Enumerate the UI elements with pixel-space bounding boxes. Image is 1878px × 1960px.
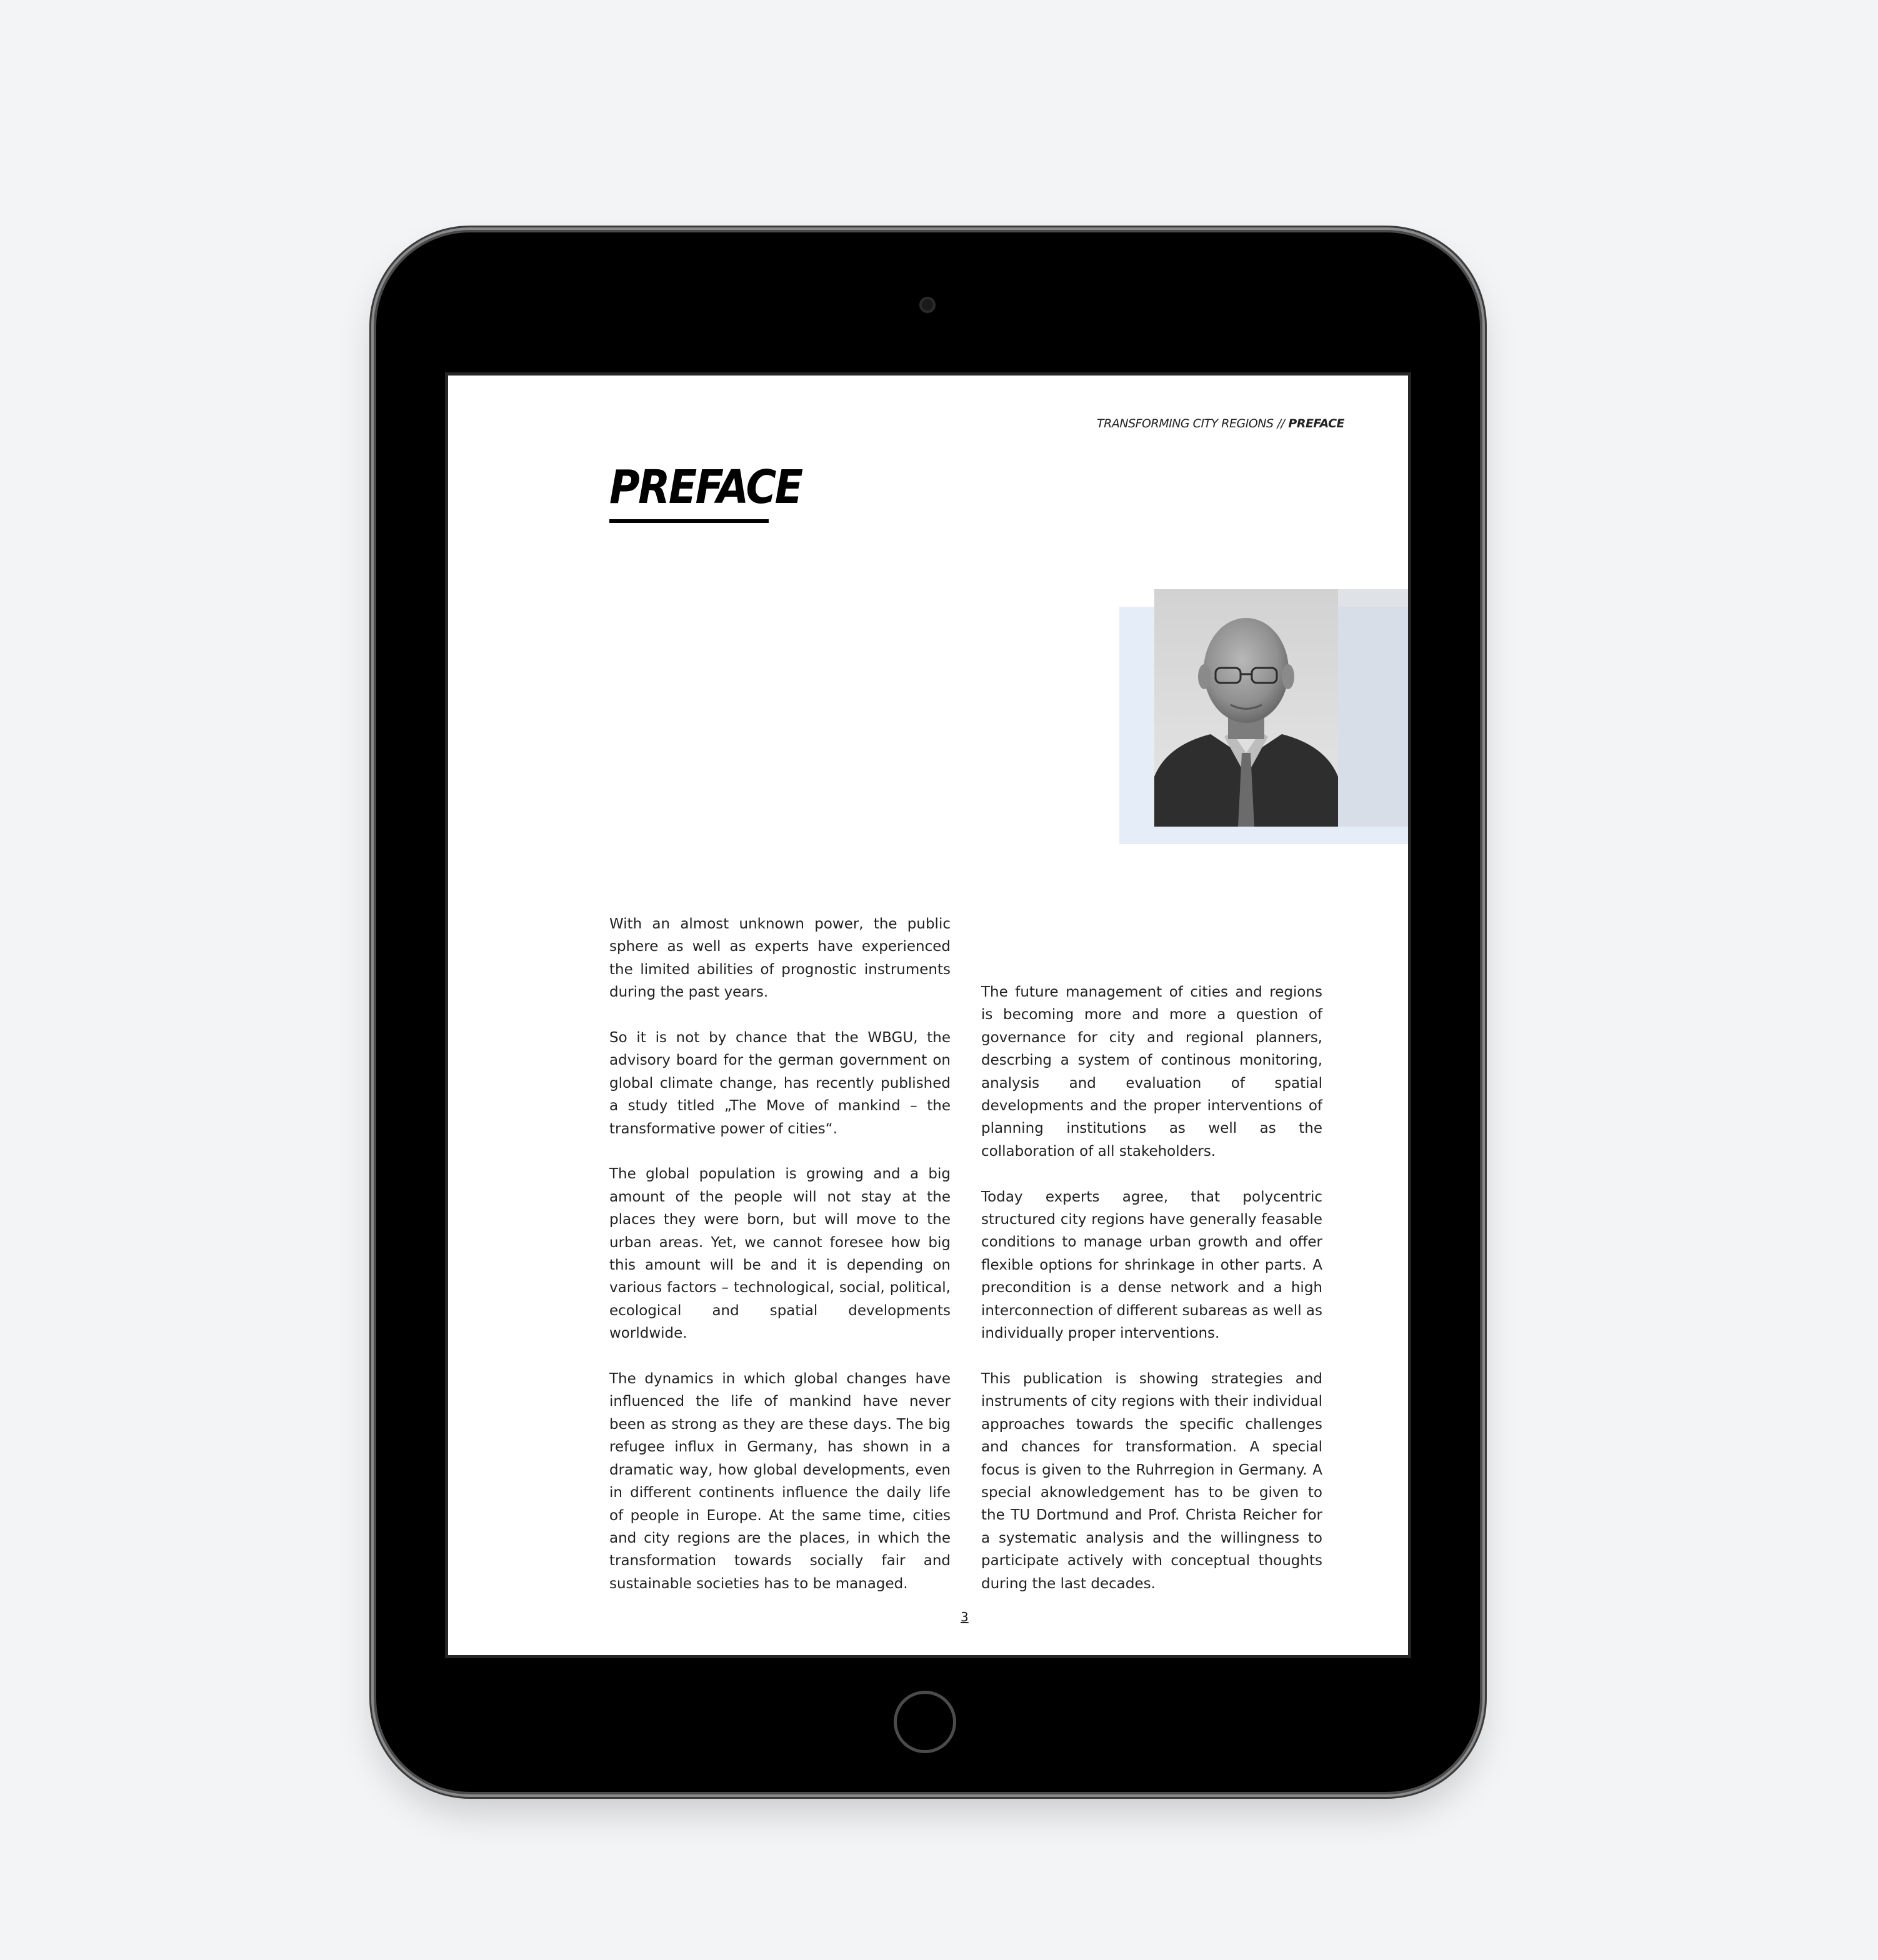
- camera-icon: [919, 297, 936, 313]
- text-column-right: [981, 981, 1322, 1618]
- paragraph: The dynamics in which global changes have influenced the life of mankind have never been as strong as they are these days. The big refugee influx in Germany, has shown in a dramatic way, how global developments, even in different continents influence the daily life of people in Europe. At the same time, cities and city regions are the places, in which the transformation towards socially fair and sustainable societies has to be managed.: [609, 1371, 951, 1592]
- running-header: [1097, 417, 1344, 430]
- page-title: PREFACE: [609, 460, 802, 514]
- title-underline: [609, 519, 769, 523]
- tablet-screen: [445, 372, 1411, 1658]
- home-button[interactable]: [894, 1691, 956, 1753]
- publication-title: TRANSFORMING CITY REGIONS: [1097, 417, 1274, 430]
- paragraph: The global population is growing and a big amount of the people will not stay at the places they were born, but will move to the urban areas. Yet, we cannot foresee how big this amount will be and it is depending on various factors – technological, social, political, ecological and spatial developments worldwide.: [609, 1166, 951, 1342]
- photo-backdrop-right: [1338, 607, 1411, 827]
- header-section: PREFACE: [1288, 417, 1344, 430]
- paragraph: So it is not by chance that the WBGU, the advisory board for the german government on global climate change, has recently published a study titled „The Move of mankind – the transformative power of cities“.: [609, 1030, 951, 1137]
- text-column-left: [609, 913, 951, 1618]
- tablet-device: [376, 232, 1480, 1792]
- header-separator: //: [1277, 417, 1285, 430]
- paragraph: The future management of cities and regions is becoming more and more a question of governance for city and regional planners, descrbing a system of continous monitoring, analysis and evaluation of spatial developments and the proper interventions of planning institutions as well as the collaboration of all stakeholders.: [981, 984, 1322, 1160]
- paragraph: This publication is showing strategies and instruments of city regions with their individual approaches towards the specific challenges and chances for transformation. A special focus is given to the Ruhrregion in Germany. A special aknowledgement has to be given to the TU Dortmund and Prof. Christa Reicher for a systematic analysis and the willingness to participate actively with conceptual thoughts during the last decades.: [981, 1370, 1322, 1592]
- portrait-photo: [1154, 589, 1338, 827]
- paragraph: Today experts agree, that polycentric structured city regions have generally feasable conditions to manage urban growth and offer flexible options for shrinkage in other parts. A precondition is a dense network and a high interconnection of different subareas as well as individually proper interventions.: [981, 1188, 1322, 1342]
- paragraph: With an almost unknown power, the public sphere as well as experts have experienced the limited abilities of prognostic instruments during the past years.: [609, 916, 951, 1001]
- page-number: 3: [961, 1609, 969, 1624]
